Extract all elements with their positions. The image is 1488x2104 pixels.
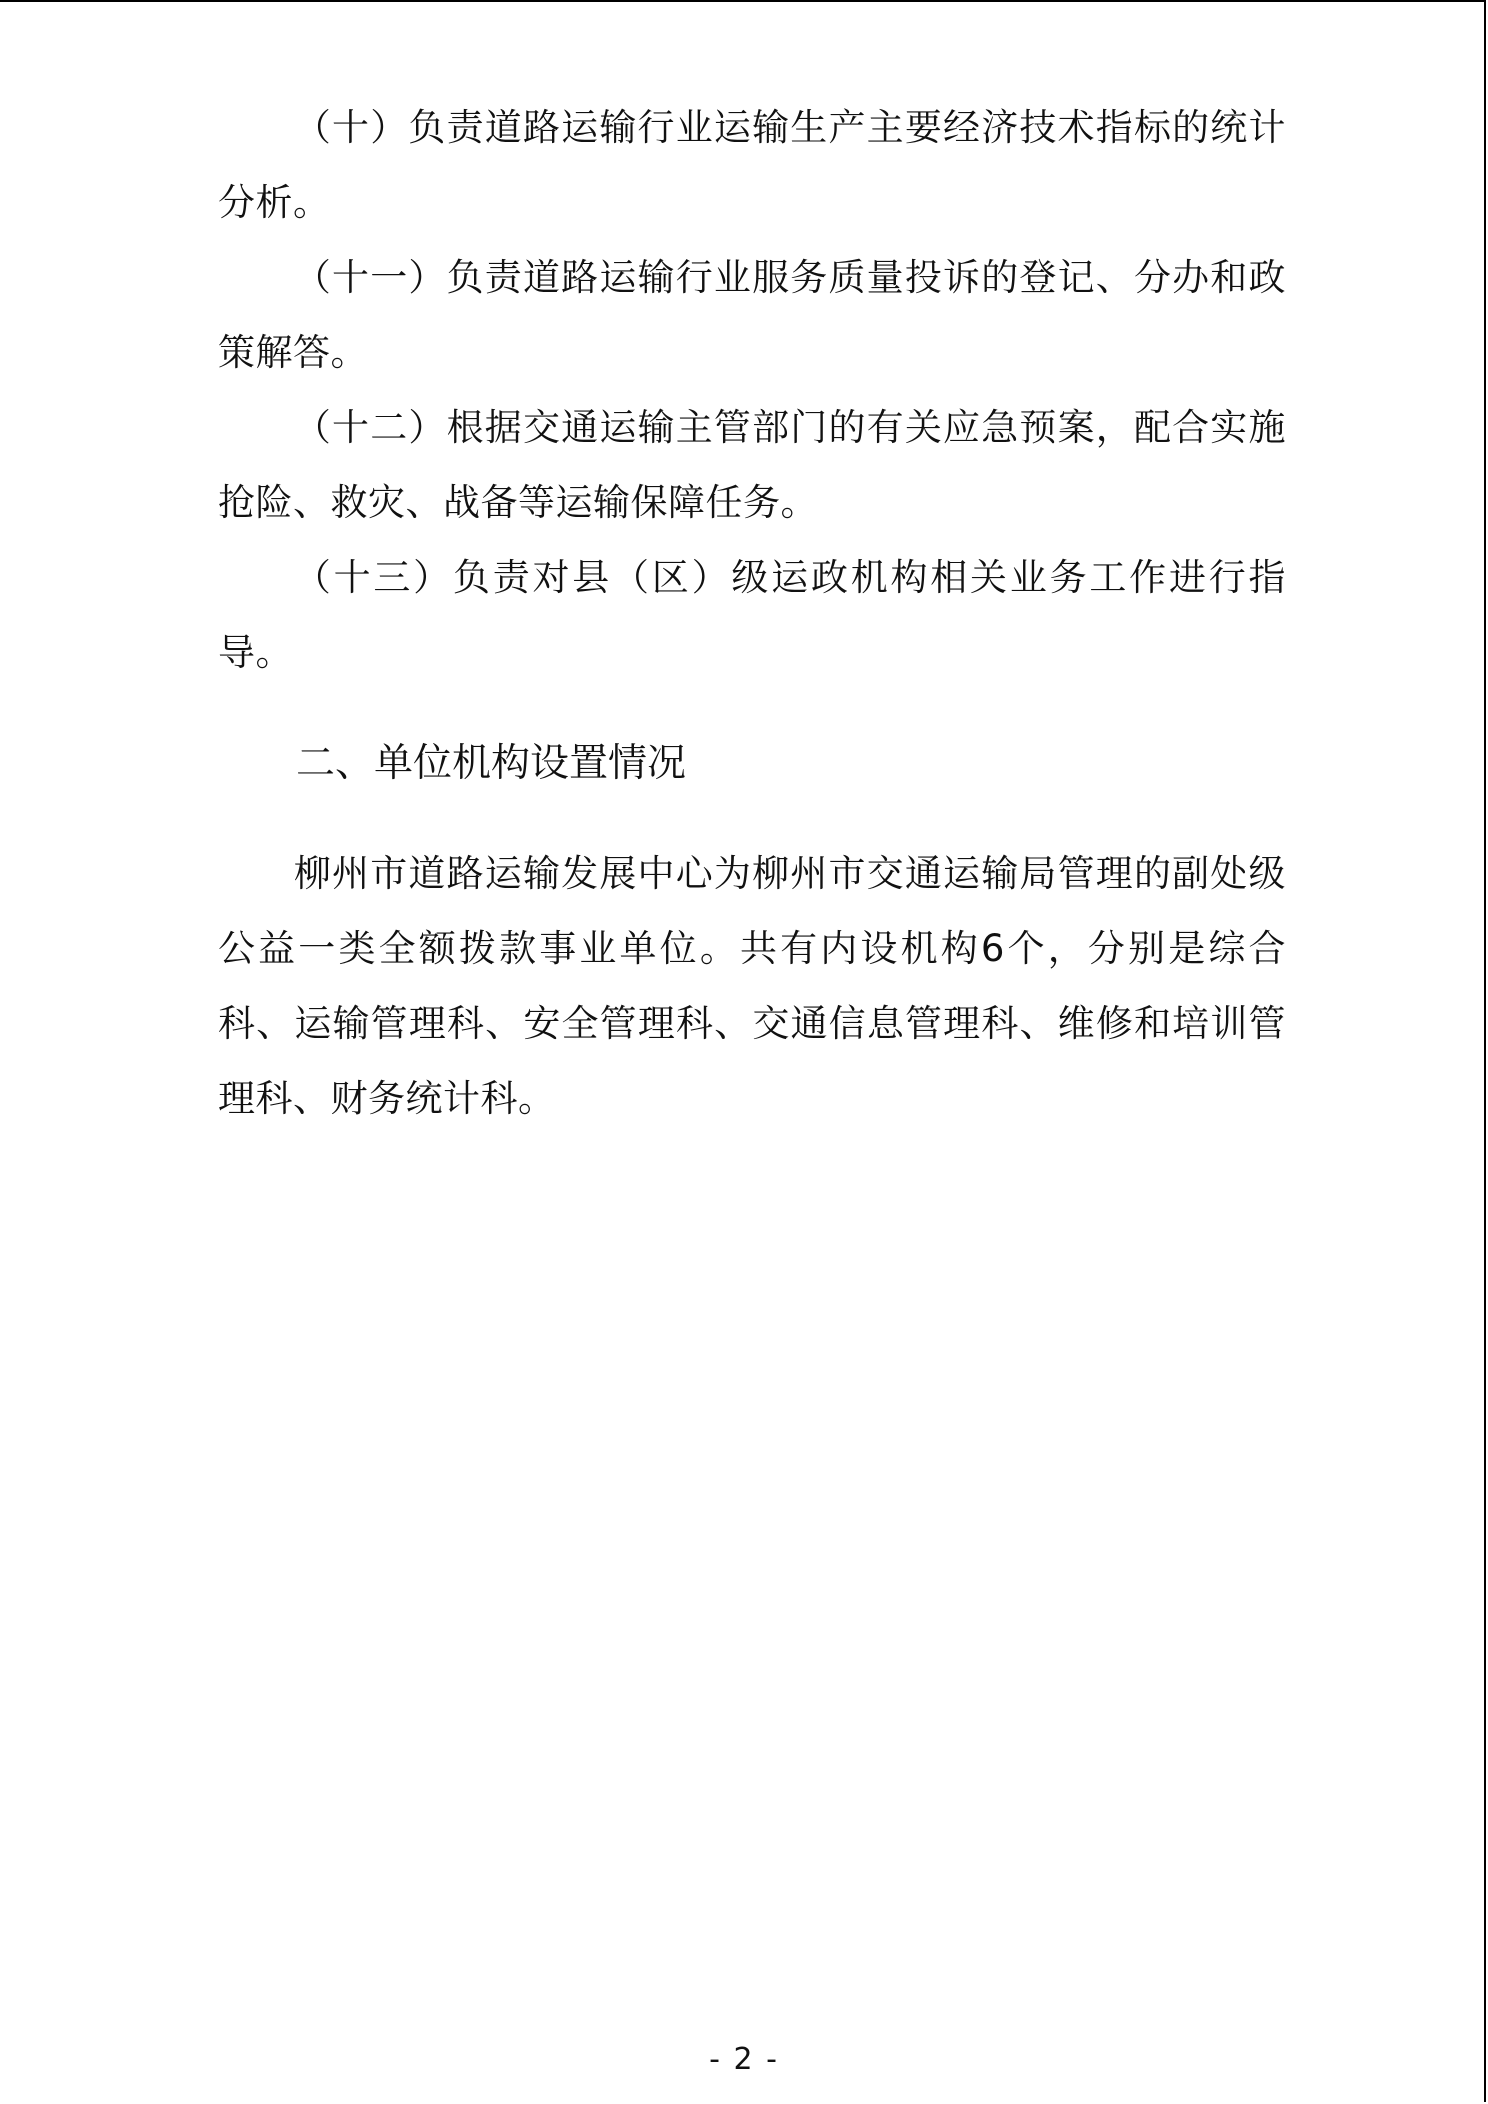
document-body xyxy=(218,90,1286,1136)
page-number: - 2 - xyxy=(709,2042,779,2077)
duty-item-10: （十）负责道路运输行业运输生产主要经济技术指标的统计分析。 xyxy=(218,106,1286,224)
section-heading: 二、单位机构设置情况 xyxy=(296,741,687,786)
duty-item-12: （十二）根据交通运输主管部门的有关应急预案，配合实施抢险、救灾、战备等运输保障任务。 xyxy=(218,406,1286,524)
section-body-paragraph: 柳州市道路运输发展中心为柳州市交通运输局管理的副处级公益一类全额拨款事业单位。共有内设机构6个，分别是综合科、运输管理科、安全管理科、交通信息管理科、维修和培训管理科、财务统计科。 xyxy=(218,852,1286,1120)
duty-item-13: （十三）负责对县（区）级运政机构相关业务工作进行指导。 xyxy=(218,556,1286,674)
duty-item-11: （十一）负责道路运输行业服务质量投诉的登记、分办和政策解答。 xyxy=(218,256,1286,374)
